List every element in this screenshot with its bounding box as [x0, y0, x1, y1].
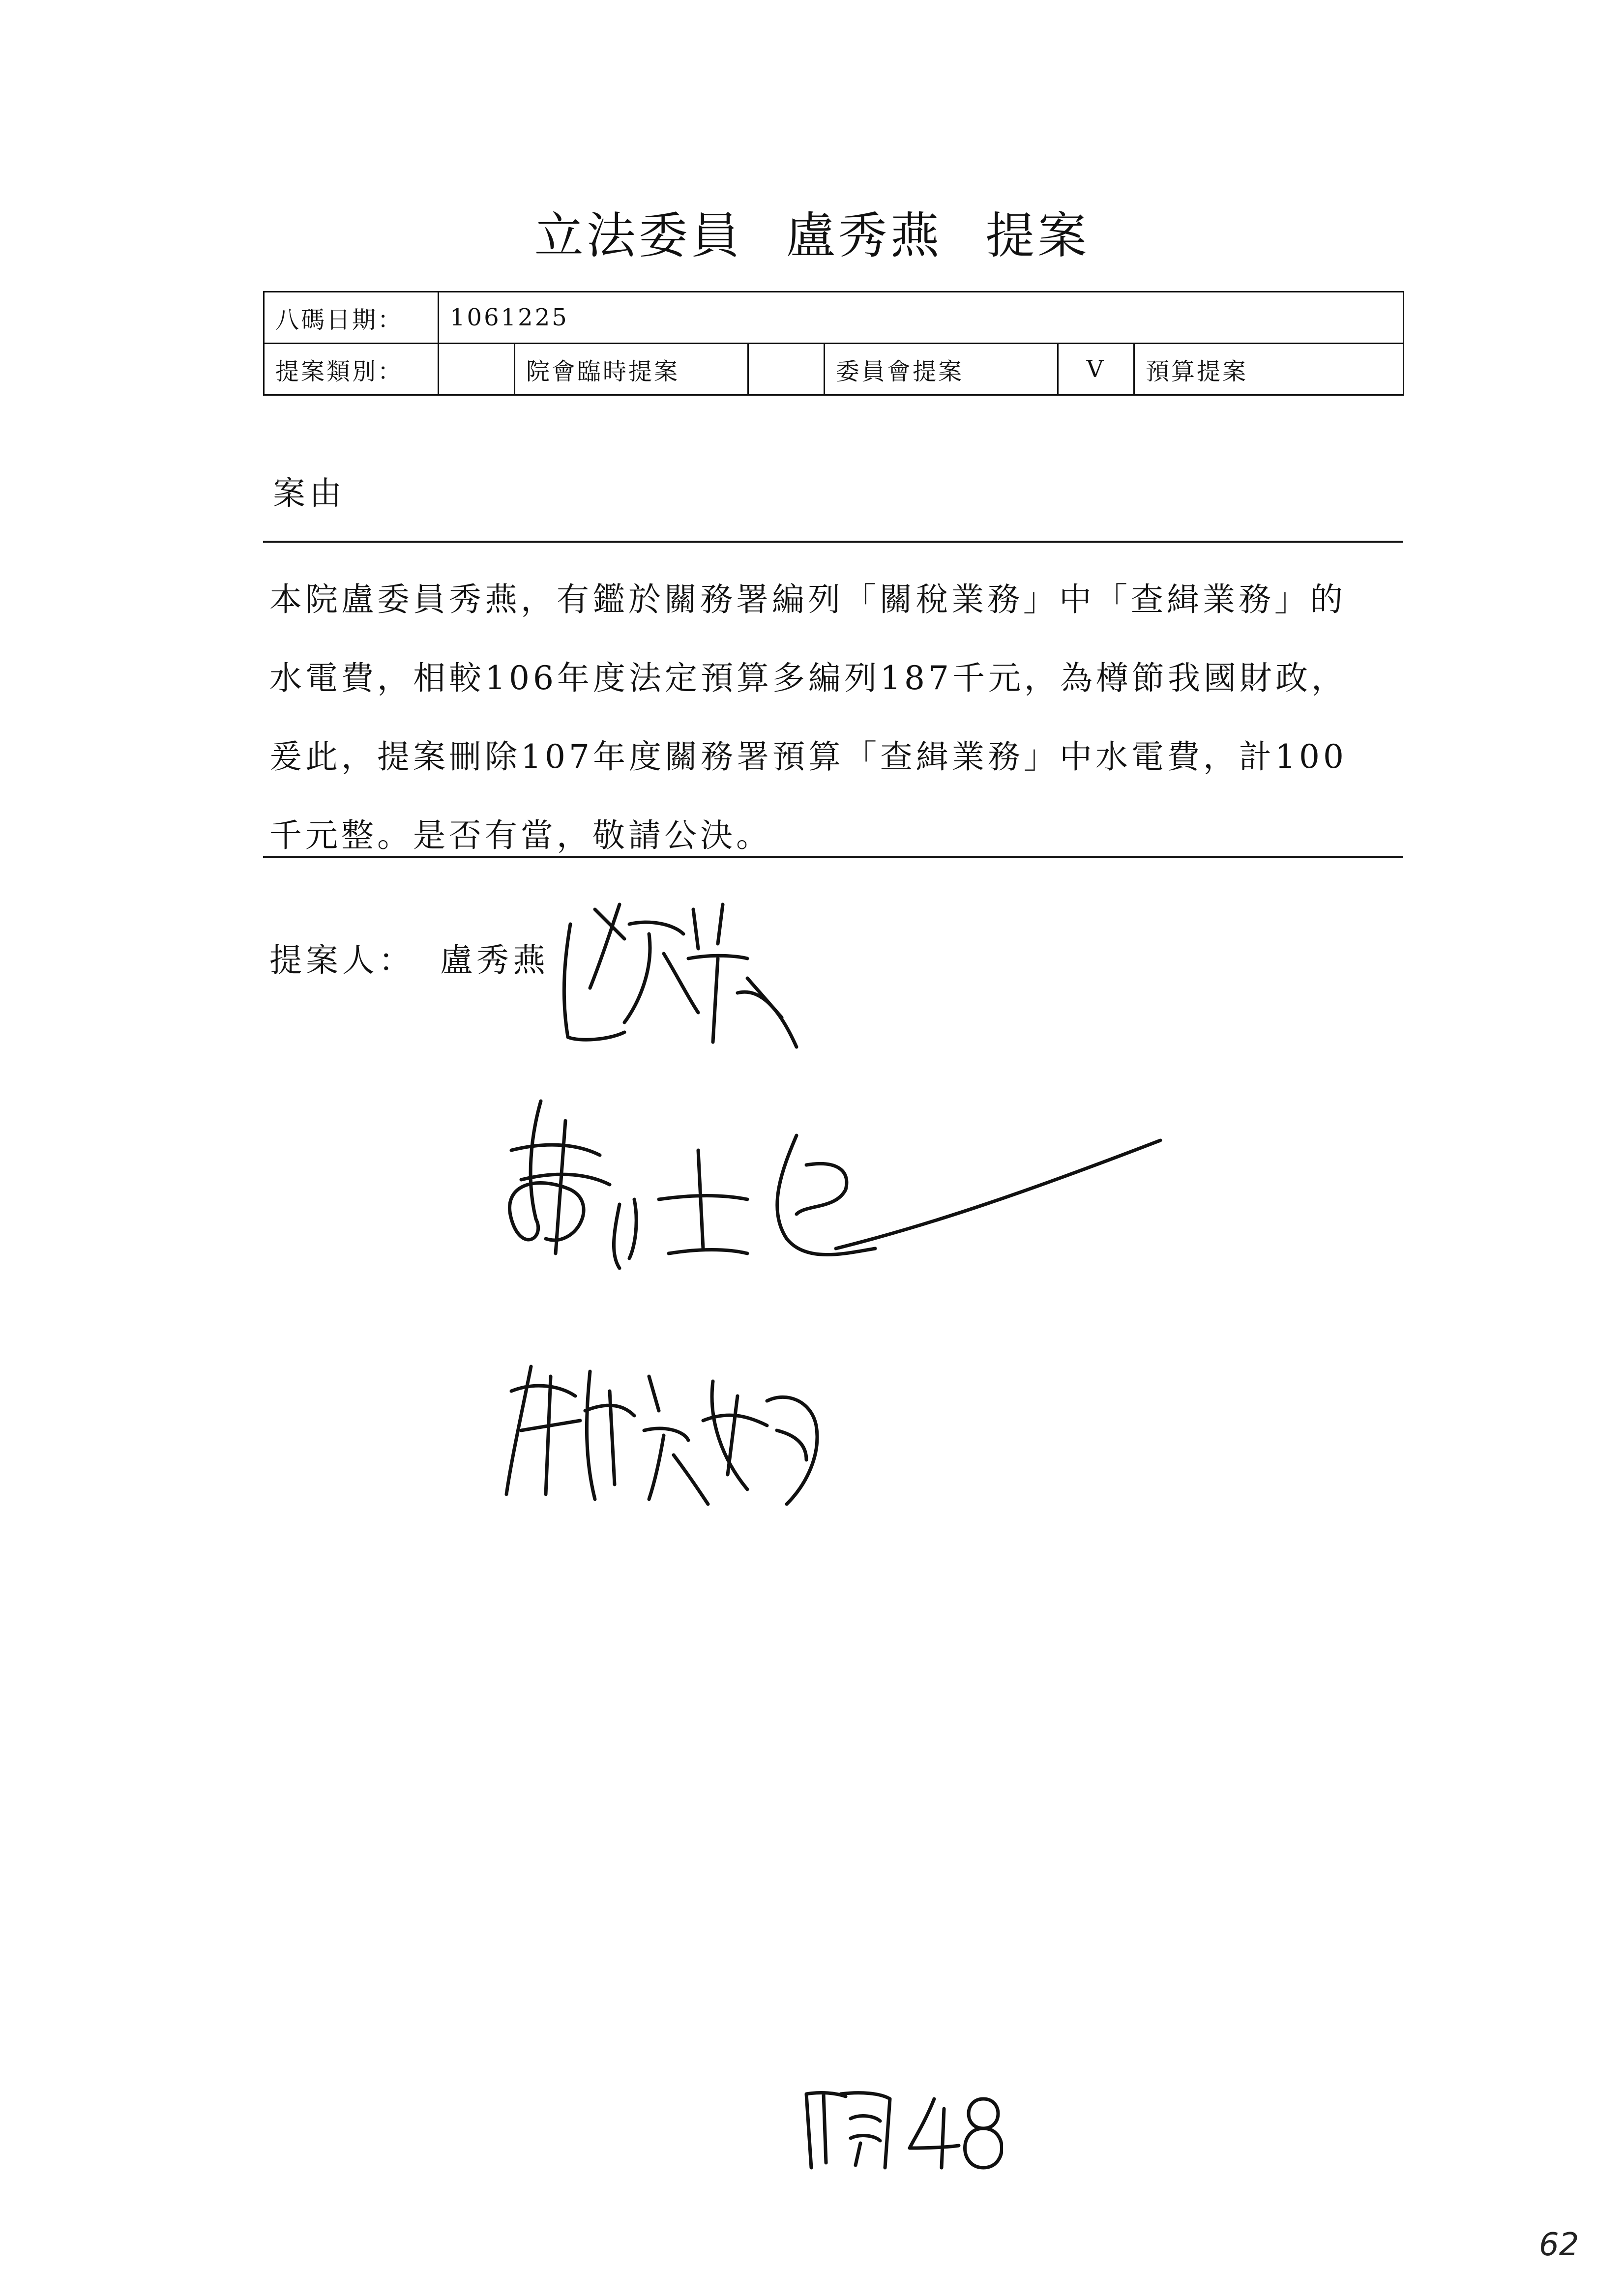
title-type: 提案 [985, 207, 1090, 264]
reason-body [269, 560, 1400, 875]
page-number: 62 [1539, 2227, 1579, 2263]
option1-label: 院會臨時提案 [515, 344, 748, 395]
option1-mark [439, 344, 515, 395]
handwritten-stamp [797, 2079, 1003, 2178]
option3-label: 預算提案 [1134, 344, 1404, 395]
date-label: 八碼日期： [264, 292, 439, 344]
date-row [264, 292, 1404, 344]
reason-top-divider [263, 541, 1403, 543]
title-role: 立法委員 [534, 207, 743, 264]
proposal-meta-table [263, 291, 1404, 396]
category-row [264, 344, 1404, 395]
body-line: 爰此，提案刪除107年度關務署預算「查緝業務」中水電費，計100 [269, 738, 1347, 776]
body-line: 千元整。是否有當，敬請公決。 [269, 816, 772, 854]
option2-mark [748, 344, 825, 395]
proposer-name: 盧秀燕 [440, 941, 549, 979]
option2-label: 委員會提案 [825, 344, 1058, 395]
date-value: 1061225 [439, 292, 1404, 344]
reason-bottom-divider [263, 856, 1403, 858]
proposer-label: 提案人： [269, 941, 415, 979]
category-label: 提案類別： [264, 344, 439, 395]
signature-1 [551, 895, 806, 1057]
signature-2 [492, 1091, 1170, 1308]
title-name: 盧秀燕 [786, 207, 943, 264]
body-line: 水電費，相較106年度法定預算多編列187千元，為樽節我國財政， [269, 659, 1347, 697]
page-title [0, 204, 1624, 268]
option3-mark: V [1058, 344, 1134, 395]
signature-3 [492, 1347, 836, 1514]
reason-label: 案由 [273, 474, 346, 512]
body-line: 本院盧委員秀燕，有鑑於關務署編列「關稅業務」中「查緝業務」的 [269, 581, 1346, 618]
